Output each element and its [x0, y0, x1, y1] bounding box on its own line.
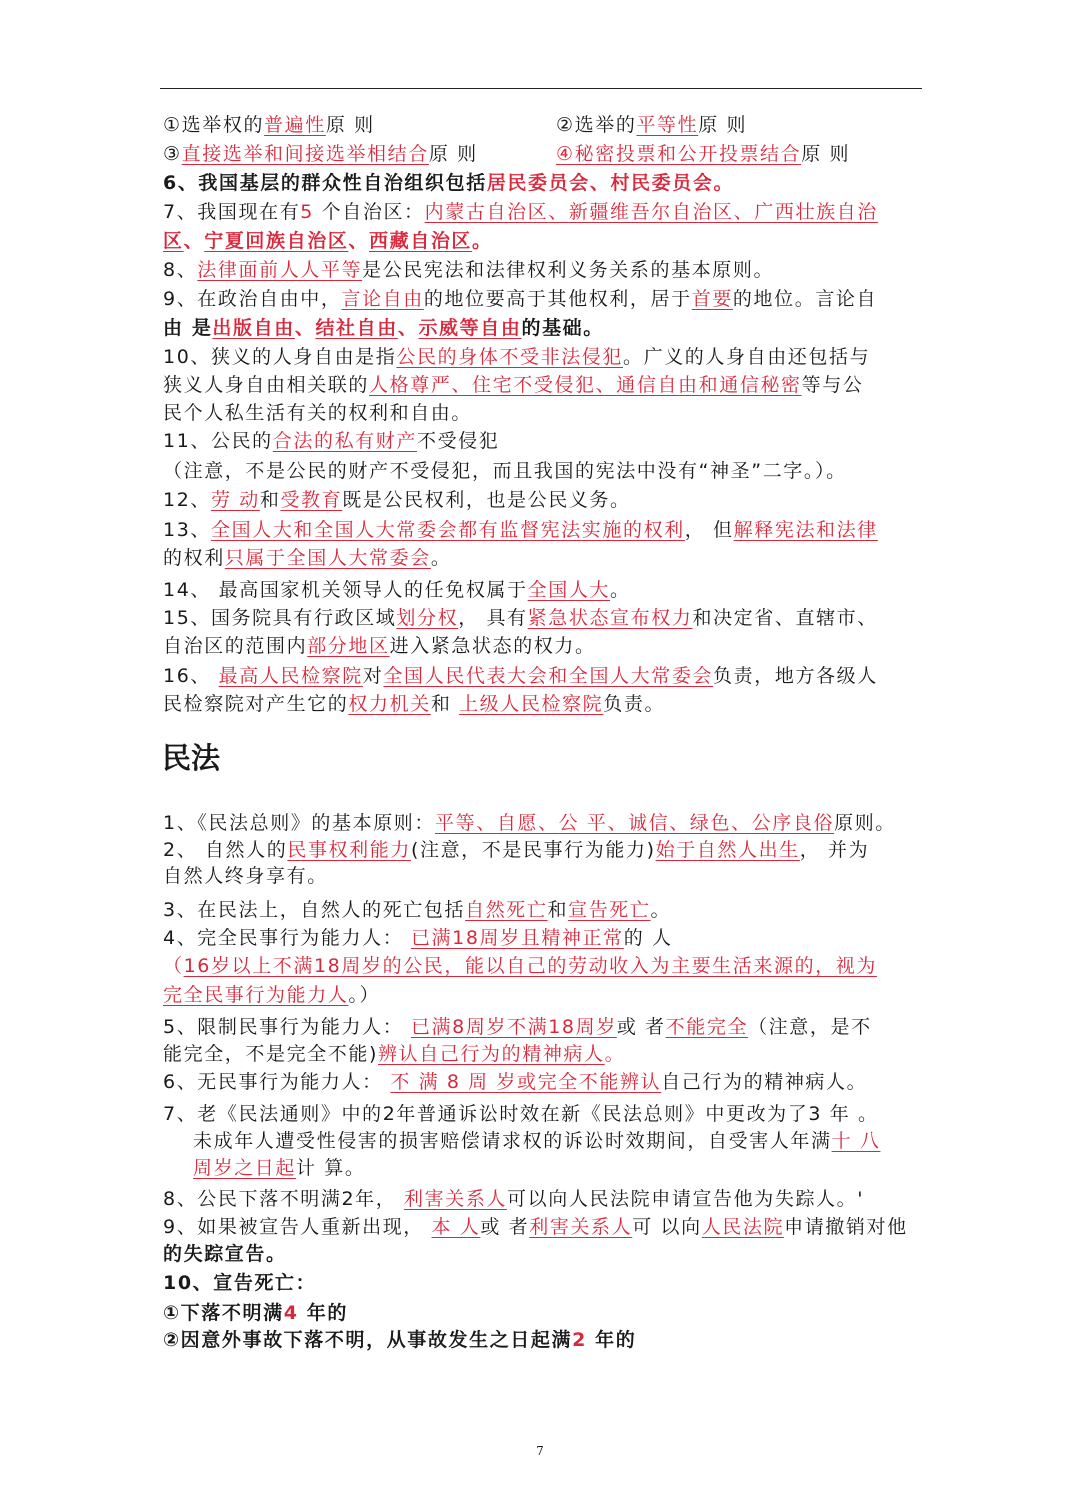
civil-item-5-line-2: 能完全，不是完全不能)辨认自己行为的精神病人。 [163, 1043, 626, 1065]
civil-item-4-line-2: （16岁以上不满18周岁的公民，能以自己的劳动收入为主要生活来源的，视为 [163, 955, 877, 977]
item-8: 8、法律面前人人平等是公民宪法和法律权利义务关系的基本原则。 [163, 259, 775, 281]
civil-item-3: 3、在民法上，自然人的死亡包括自然死亡和宣告死亡。 [163, 899, 672, 921]
civil-item-4-line-1: 4、完全民事行为能力人： 已满18周岁且精神正常的 人 [163, 927, 673, 949]
principles-row-2: ③直接选举和间接选举相结合原 则 ④秘密投票和公开投票结合原 则 [163, 143, 851, 165]
item-7-line-2: 区、宁夏回族自治区、西藏自治区。 [163, 230, 493, 252]
civil-item-4-line-3: 完全民事行为能力人。） [163, 984, 381, 1006]
item-15-line-1: 15、国务院具有行政区域划分权， 具有紧急状态宣布权力和决定省、直辖市、 [163, 607, 878, 629]
item-10-line-2: 狭义人身自由相关联的人格尊严、住宅不受侵犯、通信自由和通信秘密等与公 [163, 374, 864, 396]
civil-item-7-line-1: 7、老《民法通则》中的2年普通诉讼时效在新《民法总则》中更改为了3 年 。 [163, 1103, 879, 1125]
civil-item-9-line-2: 的失踪宣告。 [163, 1243, 287, 1265]
civil-item-7-line-2: 未成年人遭受性侵害的损害赔偿请求权的诉讼时效期间，自受害人年满十 八 [193, 1130, 881, 1152]
civil-item-2-line-2: 自然人终身享有。 [163, 865, 328, 887]
item-11: 11、公民的合法的私有财产不受侵犯 [163, 430, 500, 452]
page-number: 7 [536, 1444, 544, 1458]
civil-item-8: 8、公民下落不明满2年， 利害关系人可以向人民法院申请宣告他为失踪人。' [163, 1188, 865, 1210]
item-13-line-1: 13、全国人大和全国人大常委会都有监督宪法实施的权利， 但解释宪法和法律 [163, 519, 878, 541]
item-15-line-2: 自治区的范围内部分地区进入紧急状态的权力。 [163, 635, 596, 657]
civil-item-10-case-1: ①下落不明满4 年的 [163, 1302, 348, 1324]
principles-row-1: ①选举权的普遍性原 则 ②选举的平等性原 则 [163, 114, 748, 136]
item-14: 14、 最高国家机关领导人的任免权属于全国人大。 [163, 579, 631, 601]
civil-item-1: 1、《民法总则》的基本原则：平等、自愿、公 平、诚信、绿色、公序良俗原则。 [163, 812, 896, 834]
civil-item-9-line-1: 9、如果被宣告人重新出现， 本 人或 者利害关系人可 以向人民法院申请撤销对他 [163, 1216, 908, 1238]
item-13-line-2: 的权利只属于全国人大常委会。 [163, 547, 452, 569]
item-9-line-1: 9、在政治自由中，言论自由的地位要高于其他权利，居于首要的地位。言论自 [163, 288, 878, 310]
item-16-line-1: 16、 最高人民检察院对全国人民代表大会和全国人大常委会负责，地方各级人 [163, 665, 878, 687]
civil-item-5-line-1: 5、限制民事行为能力人： 已满8周岁不满18周岁或 者不能完全（注意，是不 [163, 1016, 872, 1038]
item-10-line-1: 10、狭义的人身自由是指公民的身体不受非法侵犯。广义的人身自由还包括与 [163, 346, 871, 368]
item-16-line-2: 民检察院对产生它的权力机关和 上级人民检察院负责。 [163, 693, 666, 715]
item-9-line-2: 由 是出版自由、结社自由、示威等自由的基础。 [163, 317, 604, 339]
civil-item-6: 6、无民事行为能力人： 不 满 8 周 岁或完全不能辨认自己行为的精神病人。 [163, 1071, 868, 1093]
header-rule [160, 88, 922, 89]
item-10-line-3: 民个人私生活有关的权利和自由。 [163, 402, 473, 424]
item-6: 6、我国基层的群众性自治组织包括居民委员会、村民委员会。 [163, 172, 735, 194]
item-7-line-1: 7、我国现在有5 个自治区：内蒙古自治区、新疆维吾尔自治区、广西壮族自治 [163, 201, 878, 223]
civil-item-10-title: 10、宣告死亡： [163, 1272, 317, 1294]
civil-item-10-case-2: ②因意外事故下落不明，从事故发生之日起满2 年的 [163, 1329, 637, 1351]
item-12: 12、劳 动和受教育既是公民权利，也是公民义务。 [163, 489, 631, 511]
civil-item-7-line-3: 周岁之日起计 算。 [193, 1157, 366, 1179]
civil-item-2-line-1: 2、 自然人的民事权利能力(注意，不是民事行为能力)始于自然人出生， 并为 [163, 839, 870, 861]
item-11-note: （注意，不是公民的财产不受侵犯，而且我国的宪法中没有“神圣”二字。）。 [163, 460, 847, 482]
section-heading-civil-law: 民法 [162, 741, 221, 775]
